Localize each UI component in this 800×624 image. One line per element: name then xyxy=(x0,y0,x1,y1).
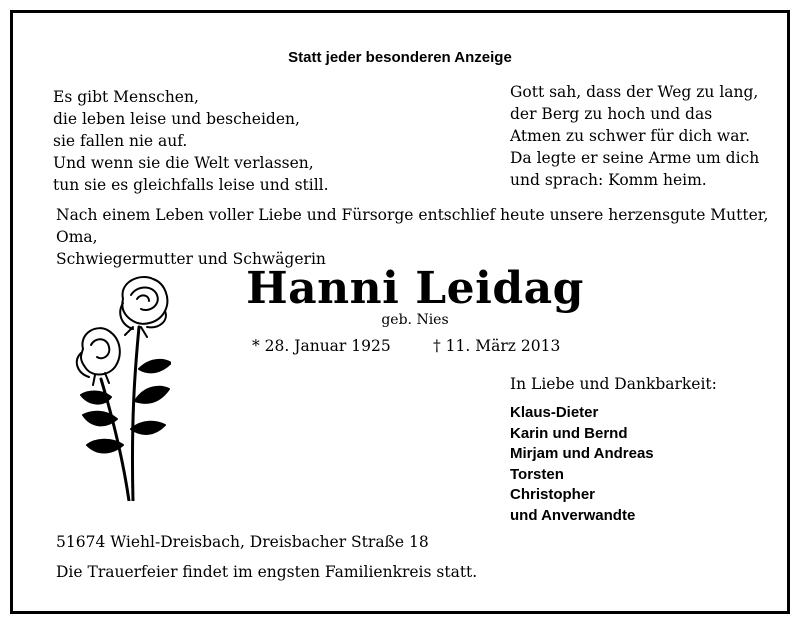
maiden-name: geb. Nies xyxy=(381,312,449,328)
birth-date: * 28. Januar 1925 xyxy=(252,337,391,355)
poem-left-line: sie fallen nie auf. xyxy=(53,132,188,150)
poem-right-line: der Berg zu hoch und das xyxy=(510,105,713,123)
intro-text xyxy=(56,204,776,270)
family-member: und Anverwandte xyxy=(510,506,636,524)
poem-left-line: Und wenn sie die Welt verlassen, xyxy=(53,154,314,172)
poem-left xyxy=(53,86,329,196)
death-date: † 11. März 2013 xyxy=(433,337,561,355)
header-title: Statt jeder besonderen Anzeige xyxy=(288,49,512,66)
family-member: Karin und Bernd xyxy=(510,424,628,442)
poem-left-line: Es gibt Menschen, xyxy=(53,88,199,106)
poem-left-line: tun sie es gleichfalls leise und still. xyxy=(53,176,329,194)
obituary-notice xyxy=(10,10,790,614)
poem-right-line: und sprach: Komm heim. xyxy=(510,171,707,189)
thanks-label: In Liebe und Dankbarkeit: xyxy=(510,375,717,393)
poem-left-line: die leben leise und bescheiden, xyxy=(53,110,300,128)
intro-line: Schwiegermutter und Schwägerin xyxy=(56,250,326,268)
family-member: Mirjam und Andreas xyxy=(510,445,654,462)
deceased-name: Hanni Leidag xyxy=(246,263,584,314)
family-list xyxy=(510,403,654,526)
family-member: Klaus-Dieter xyxy=(510,404,599,421)
poem-right-line: Gott sah, dass der Weg zu lang, xyxy=(510,83,759,101)
ceremony-note: Die Trauerfeier findet im engsten Familienkreis statt. xyxy=(56,563,478,581)
poem-right xyxy=(510,81,759,191)
family-member: Torsten xyxy=(510,465,564,483)
poem-right-line: Atmen zu schwer für dich war. xyxy=(510,127,751,145)
family-member: Christopher xyxy=(510,486,596,503)
poem-right-line: Da legte er seine Arme um dich xyxy=(510,149,760,167)
address: 51674 Wiehl-Dreisbach, Dreisbacher Straße 18 xyxy=(56,533,429,551)
intro-line: Nach einem Leben voller Liebe und Fürsorge entschlief heute unsere herzensgute Mutter, Oma, xyxy=(56,206,769,246)
